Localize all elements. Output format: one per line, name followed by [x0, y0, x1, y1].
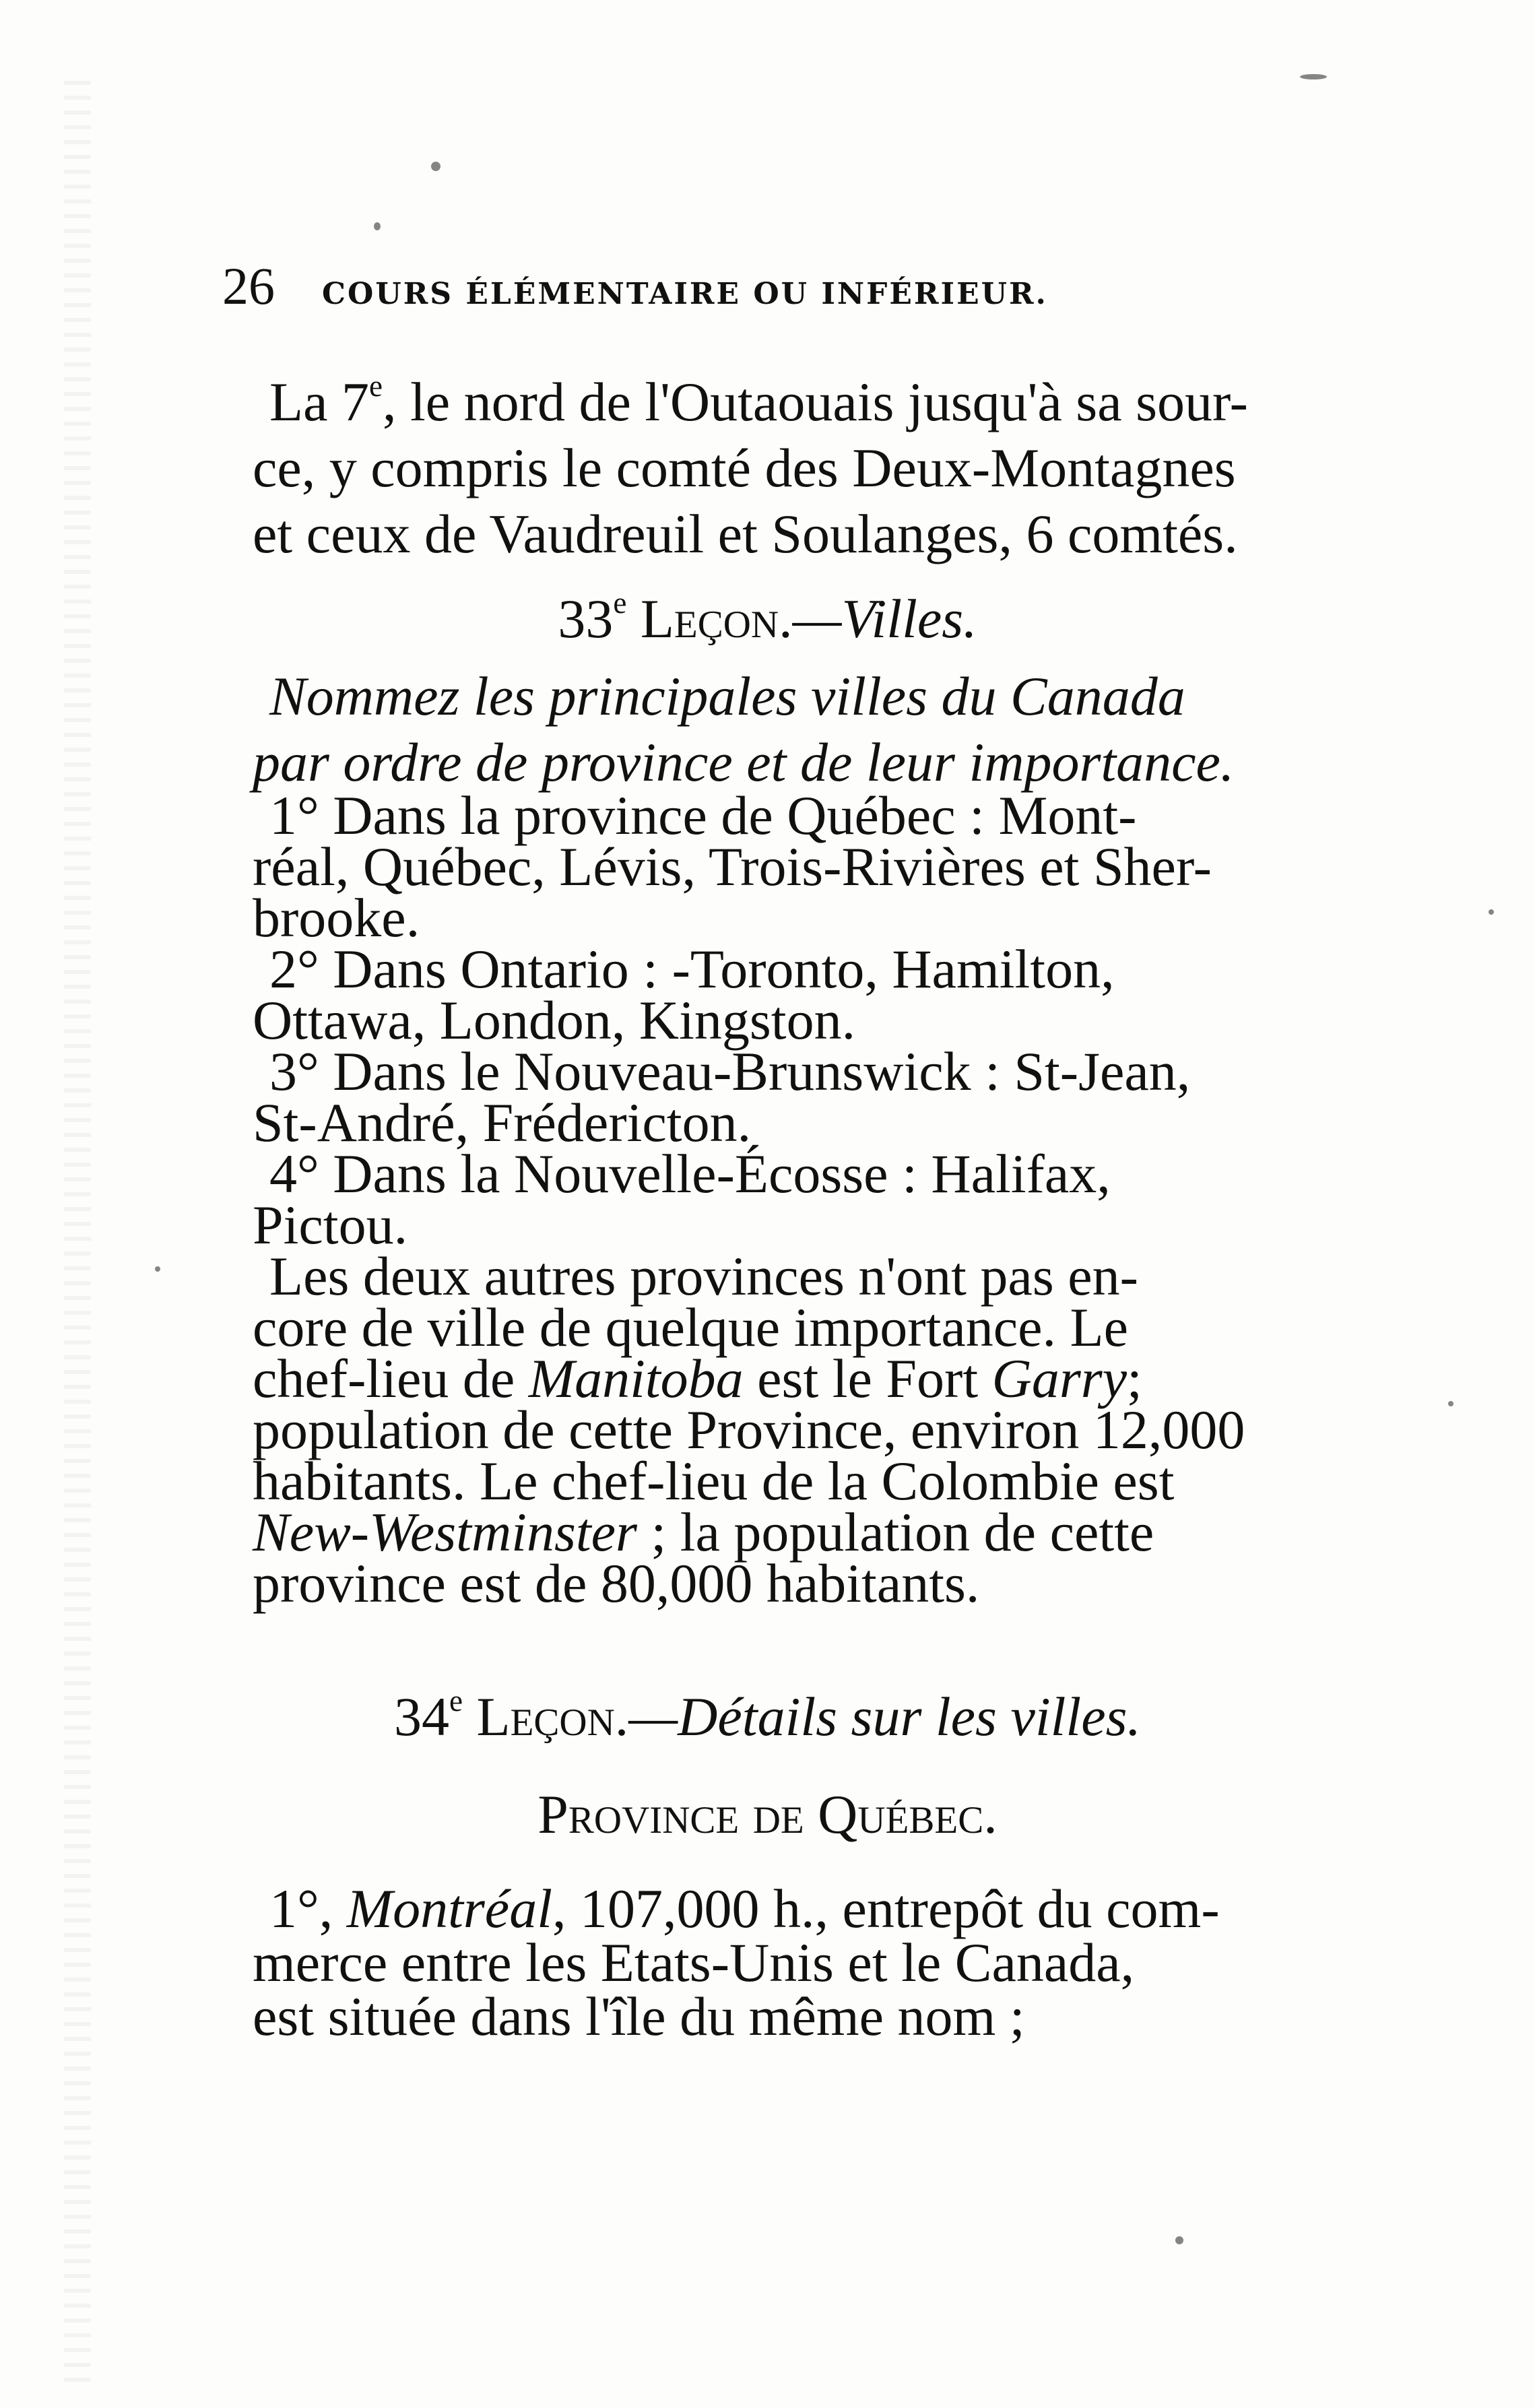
text-line: est située dans l'île du même nom ; — [253, 1986, 1025, 2047]
text-line: 4° Dans la Nouvelle-Écosse : Halifax, — [269, 1143, 1111, 1204]
lesson-number: 33 — [558, 588, 614, 649]
text-line: Les deux autres provinces n'ont pas en- — [269, 1245, 1138, 1307]
text-line: province est de 80,000 habitants. — [253, 1553, 980, 1614]
text-line: habitants. Le chef-lieu de la Colombie est — [253, 1450, 1175, 1511]
text-span: chef-lieu de — [253, 1348, 529, 1409]
lesson-number: 34 — [393, 1686, 449, 1747]
text-span: , 107,000 h., entrepôt du com- — [552, 1878, 1220, 1939]
text-line: 2° Dans Ontario : -Toronto, Hamilton, — [269, 938, 1115, 1000]
text-line: population de cette Province, environ 12,000 — [253, 1399, 1245, 1460]
place-name: Montréal — [346, 1878, 552, 1939]
text-span: 1°, — [269, 1878, 347, 1939]
place-name: Garry — [991, 1348, 1128, 1409]
page-gutter-shadow — [64, 81, 91, 2384]
text-line: 1° Dans la province de Québec : Mont- — [269, 785, 1137, 846]
page-number: 26 — [222, 257, 275, 315]
text-span: , le nord de l'Outaouais jusqu'à sa sour- — [383, 371, 1248, 432]
superscript: e — [368, 368, 383, 403]
superscript: e — [449, 1683, 463, 1718]
question-line: par ordre de province et de leur importance. — [253, 731, 1235, 793]
text-line: merce entre les Etats-Unis et le Canada, — [253, 1932, 1135, 1993]
question-line: Nommez les principales villes du Canada — [269, 665, 1185, 727]
place-name: Manitoba — [528, 1348, 744, 1409]
text-line: ce, y compris le comté des Deux-Montagnes — [253, 437, 1236, 498]
text-span: est le Fort — [743, 1348, 992, 1409]
running-head-title: COURS ÉLÉMENTAIRE OU INFÉRIEUR. — [322, 277, 1048, 311]
text-span: ; la population de cette — [636, 1501, 1154, 1563]
lesson-title: —Détails sur les villes. — [628, 1686, 1142, 1747]
text-line: réal, Québec, Lévis, Trois-Rivières et Sher- — [253, 836, 1212, 897]
text-line: brooke. — [253, 887, 420, 948]
text-line: 3° Dans le Nouveau-Brunswick : St-Jean, — [269, 1041, 1191, 1102]
lesson-title: —Villes. — [792, 588, 977, 649]
text-line: St-André, Frédericton. — [253, 1092, 752, 1153]
text-span: La 7 — [269, 371, 369, 432]
text-line: Pictou. — [253, 1194, 408, 1256]
superscript: e — [613, 585, 627, 620]
text-line — [269, 369, 1320, 435]
lesson-34-heading — [0, 1684, 1535, 1750]
lesson-33-heading — [0, 586, 1535, 652]
text-line: et ceux de Vaudreuil et Soulanges, 6 comtés. — [253, 503, 1238, 564]
text-span: ; — [1127, 1348, 1142, 1409]
subheading: Province de Québec. — [537, 1784, 998, 1845]
text-line: core de ville de quelque importance. Le — [253, 1297, 1129, 1358]
running-head — [222, 256, 1300, 330]
text-line: Ottawa, London, Kingston. — [253, 989, 856, 1051]
place-name: New-Westminster — [253, 1501, 637, 1563]
lesson-word: Leçon. — [476, 1686, 629, 1747]
lesson-word: Leçon. — [640, 588, 793, 649]
